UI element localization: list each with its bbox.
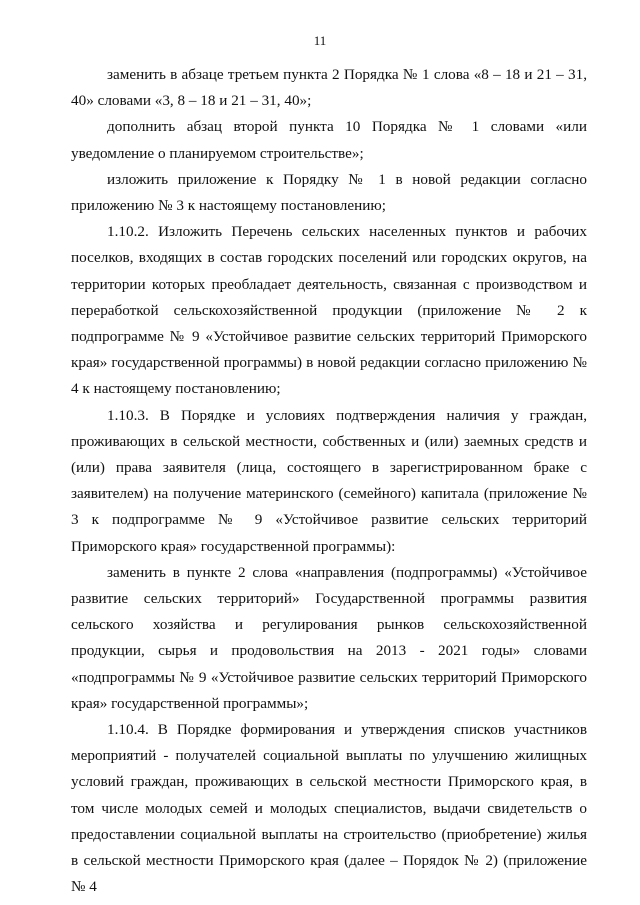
paragraph-1-10-3: 1.10.3. В Порядке и условиях подтверждения наличия у граждан, проживающих в сельской местности, собственных и (или) заемных средств и (или) права заявителя (лица, состоящего в зарегистрированном браке с заявителем) на получение материнского (семейного) капитала (приложение № 3 к подпрограмме № 9 «Устойчивое развитие сельских территорий Приморского края» государственной программы):	[71, 406, 587, 555]
paragraph-appendix-new-edition: изложить приложение к Порядку № 1 в новой редакции согласно приложению № 3 к настоящему постановлению;	[71, 170, 587, 215]
document-body	[71, 62, 587, 901]
page-number: 11	[313, 33, 327, 48]
paragraph-replace-numbers: заменить в абзаце третьем пункта 2 Порядка № 1 слова «8 – 18 и 21 – 31, 40» словами «3, 8 – 18 и 21 – 31, 40»;	[71, 66, 587, 110]
paragraph-1-10-4: 1.10.4. В Порядке формирования и утверждения списков участников мероприятий - получателей социальной выплаты по улучшению жилищных условий граждан, проживающих в сельской местности Приморского края, в том числе молодых семей и молодых специалистов, выдачи свидетельств о предоставлении социальной выплаты на строительство (приобретение) жилья в сельской местности Приморского края (далее – Порядок № 2) (приложение № 4	[71, 721, 587, 896]
paragraph-add-notification: дополнить абзац второй пункта 10 Порядка № 1 словами «или уведомление о планируемом строительстве»;	[71, 118, 587, 162]
paragraph-1-10-2: 1.10.2. Изложить Перечень сельских населенных пунктов и рабочих поселков, входящих в состав городских поселений или городских округов, на территории которых преобладает деятельность, связанная с производством и переработкой сельскохозяйственной продукции (приложение № 2 к подпрограмме № 9 «Устойчивое развитие сельских территорий Приморского края» государственной программы) в новой редакции согласно приложению № 4 к настоящему постановлению;	[71, 223, 587, 398]
paragraph-replace-words: заменить в пункте 2 слова «направления (подпрограммы) «Устойчивое развитие сельских территорий» Государственной программы развития сельского хозяйства и регулирования рынков сельскохозяйственной продукции, сырья и продовольствия на 2013 - 2021 годы» словами «подпрограммы № 9 «Устойчивое развитие сельских территорий Приморского края» государственной программы»;	[71, 563, 587, 712]
